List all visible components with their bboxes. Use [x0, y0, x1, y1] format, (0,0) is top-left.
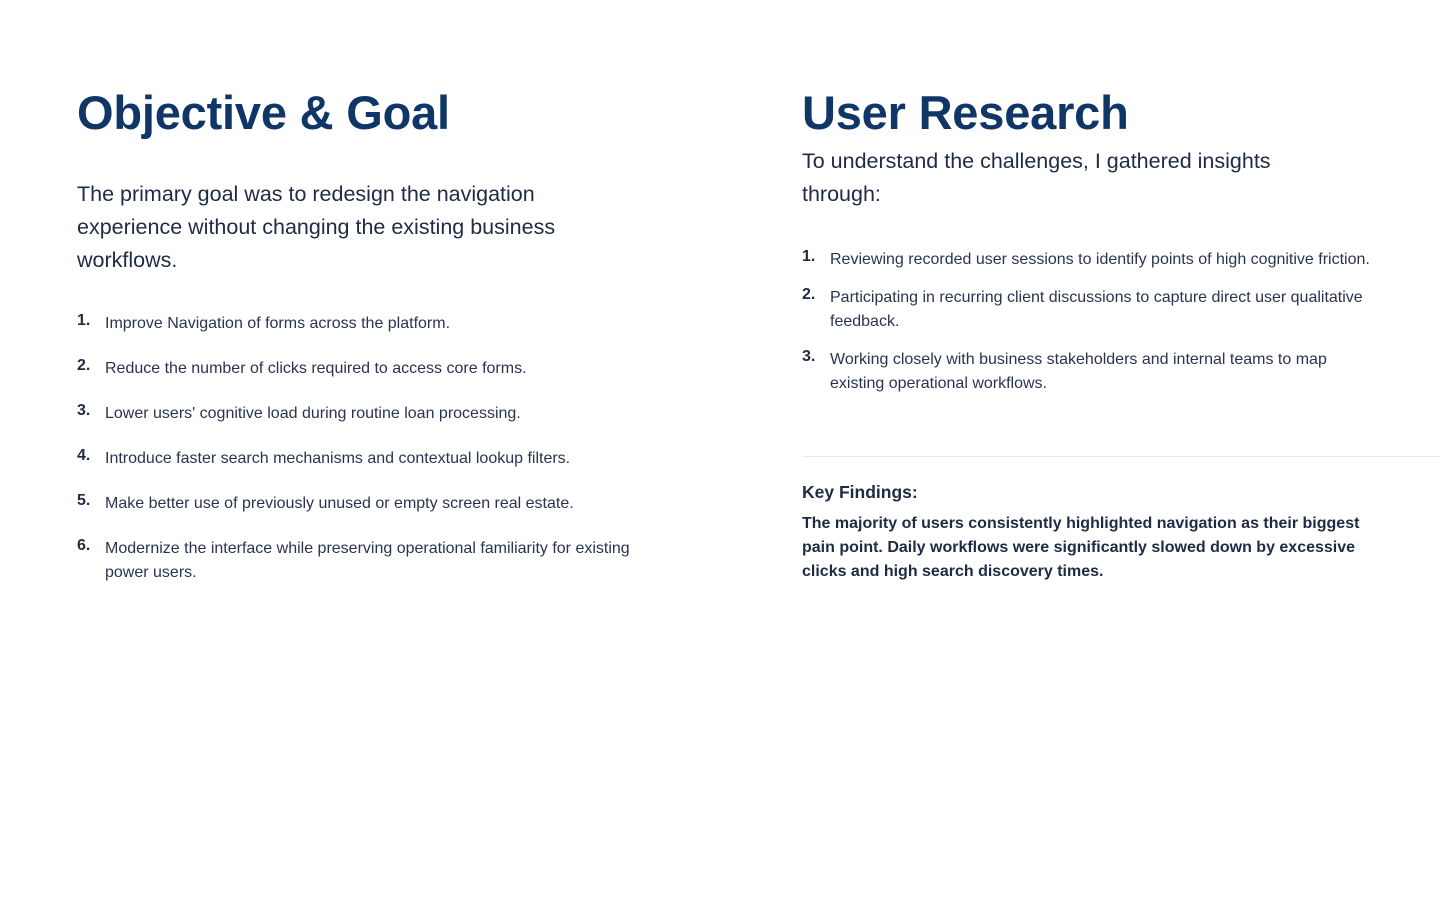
list-number: 3.: [77, 402, 91, 419]
section-divider: [802, 456, 1440, 457]
list-item: [77, 537, 637, 585]
list-text: Improve Navigation of forms across the platform.: [105, 315, 451, 332]
list-text: Working closely with business stakeholders and internal teams to map existing operational workflows.: [830, 351, 1327, 392]
list-text: Lower users' cognitive load during routine loan processing.: [105, 405, 521, 422]
list-item: [77, 357, 637, 381]
list-item: [77, 312, 637, 336]
key-findings-title: Key Findings:: [802, 482, 918, 502]
research-lead: To understand the challenges, I gathered insights through:: [802, 149, 1271, 206]
list-number: 1.: [77, 312, 91, 329]
list-number: 4.: [77, 447, 91, 464]
list-item: [802, 286, 1372, 334]
list-number: 2.: [802, 286, 816, 303]
objective-lead: The primary goal was to redesign the navigation experience without changing the existing business workflows.: [77, 182, 556, 272]
list-item: [77, 447, 637, 471]
list-number: 2.: [77, 357, 91, 374]
objective-list: [77, 312, 637, 606]
list-number: 1.: [802, 248, 816, 265]
list-text: Reviewing recorded user sessions to identify points of high cognitive friction.: [830, 251, 1370, 268]
key-findings-body: The majority of users consistently highlighted navigation as their biggest pain point. Daily workflows were significantly slowed down by excessive clicks and high search discovery times.: [802, 515, 1360, 580]
list-text: Modernize the interface while preserving operational familiarity for existing power users.: [105, 540, 630, 581]
list-number: 5.: [77, 492, 91, 509]
list-text: Make better use of previously unused or empty screen real estate.: [105, 495, 574, 512]
research-heading: User Research: [802, 86, 1129, 139]
list-number: 3.: [802, 348, 816, 365]
list-item: [77, 492, 637, 516]
research-list: [802, 248, 1372, 410]
list-item: [802, 248, 1372, 272]
list-item: [802, 348, 1372, 396]
objective-heading: Objective & Goal: [77, 86, 450, 139]
list-number: 6.: [77, 537, 91, 554]
list-text: Participating in recurring client discussions to capture direct user qualitative feedback.: [830, 289, 1363, 330]
list-text: Reduce the number of clicks required to access core forms.: [105, 360, 527, 377]
list-item: [77, 402, 637, 426]
list-text: Introduce faster search mechanisms and contextual lookup filters.: [105, 450, 571, 467]
